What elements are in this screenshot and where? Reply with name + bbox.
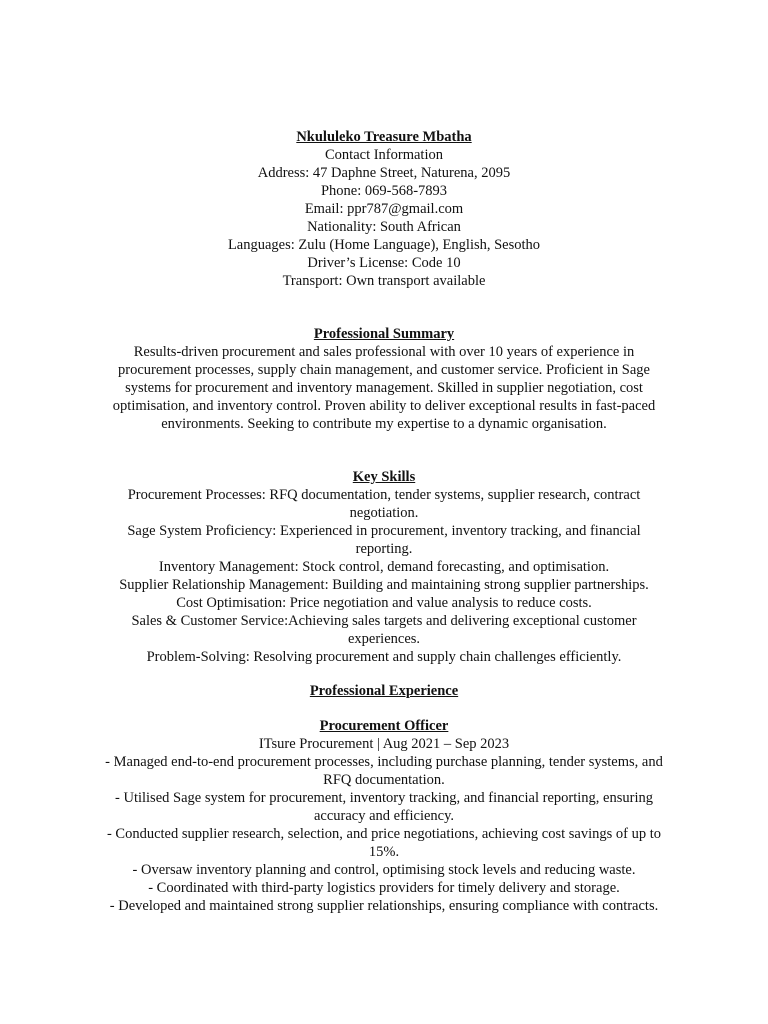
skill-line: Inventory Management: Stock control, demand forecasting, and optimisation.: [158, 559, 610, 575]
skills-heading-block: [90, 468, 678, 486]
skill-line: negotiation.: [349, 505, 419, 521]
skill-line: Procurement Processes: RFQ documentation, tender systems, supplier research, contract: [127, 487, 641, 503]
summary-line: environments. Seeking to contribute my expertise to a dynamic organisation.: [161, 416, 607, 432]
job-duty-line: - Developed and maintained strong supplier relationships, ensuring compliance with contracts.: [109, 898, 659, 914]
summary-heading: Professional Summary: [313, 326, 455, 342]
job-title: Procurement Officer: [319, 718, 449, 734]
job-duty-line: 15%.: [368, 844, 400, 860]
job-duty-line: RFQ documentation.: [323, 772, 445, 788]
job-company-dates: ITsure Procurement | Aug 2021 – Sep 2023: [258, 736, 510, 752]
contact-address: Address: 47 Daphne Street, Naturena, 2095: [257, 165, 511, 181]
contact-license: Driver’s License: Code 10: [307, 255, 461, 271]
experience-heading-block: [90, 682, 678, 700]
skill-line: experiences.: [347, 631, 421, 647]
summary-section: [90, 343, 678, 433]
contact-phone: Phone: 069-568-7893: [320, 183, 448, 199]
contact-languages: Languages: Zulu (Home Language), English, Sesotho: [227, 237, 541, 253]
job-duty-line: - Oversaw inventory planning and control, optimising stock levels and reducing waste.: [132, 862, 636, 878]
job-duty-line: - Coordinated with third-party logistics providers for timely delivery and storage.: [148, 880, 620, 896]
summary-line: systems for procurement and inventory management. Skilled in supplier negotiation, cost: [125, 380, 643, 396]
skill-line: Sage System Proficiency: Experienced in procurement, inventory tracking, and financial: [127, 523, 641, 539]
job-duty-line: - Utilised Sage system for procurement, inventory tracking, and financial reporting, ensuring: [115, 790, 653, 806]
summary-line: optimisation, and inventory control. Proven ability to deliver exceptional results in fast-paced: [112, 398, 656, 414]
skills-section: [90, 486, 678, 666]
contact-transport: Transport: Own transport available: [282, 273, 486, 289]
summary-heading-block: [90, 325, 678, 343]
candidate-name: Nkululeko Treasure Mbatha: [296, 129, 472, 145]
job-duty-line: accuracy and efficiency.: [313, 808, 455, 824]
summary-line: Results-driven procurement and sales professional with over 10 years of experience in: [133, 344, 635, 360]
skill-line: Problem-Solving: Resolving procurement and supply chain challenges efficiently.: [146, 649, 622, 665]
contact-nationality: Nationality: South African: [307, 219, 461, 235]
job-duty-line: - Managed end-to-end procurement processes, including purchase planning, tender systems, and: [105, 754, 663, 770]
summary-line: procurement processes, supply chain management, and customer service. Proficient in Sage: [118, 362, 650, 378]
skills-heading: Key Skills: [352, 469, 416, 485]
job-title-block: [90, 717, 678, 735]
experience-heading: Professional Experience: [309, 683, 459, 699]
skill-line: Cost Optimisation: Price negotiation and value analysis to reduce costs.: [176, 595, 592, 611]
contact-email: Email: ppr787@gmail.com: [304, 201, 464, 217]
skill-line: Sales & Customer Service:Achieving sales targets and delivering exceptional customer: [131, 613, 637, 629]
contact-section: [90, 128, 678, 290]
job-section: [90, 735, 678, 915]
skill-line: Supplier Relationship Management: Building and maintaining strong supplier partnerships.: [119, 577, 649, 593]
skill-line: reporting.: [355, 541, 413, 557]
contact-heading: Contact Information: [325, 147, 443, 163]
job-duty-line: - Conducted supplier research, selection, and price negotiations, achieving cost savings of up to: [106, 826, 662, 842]
